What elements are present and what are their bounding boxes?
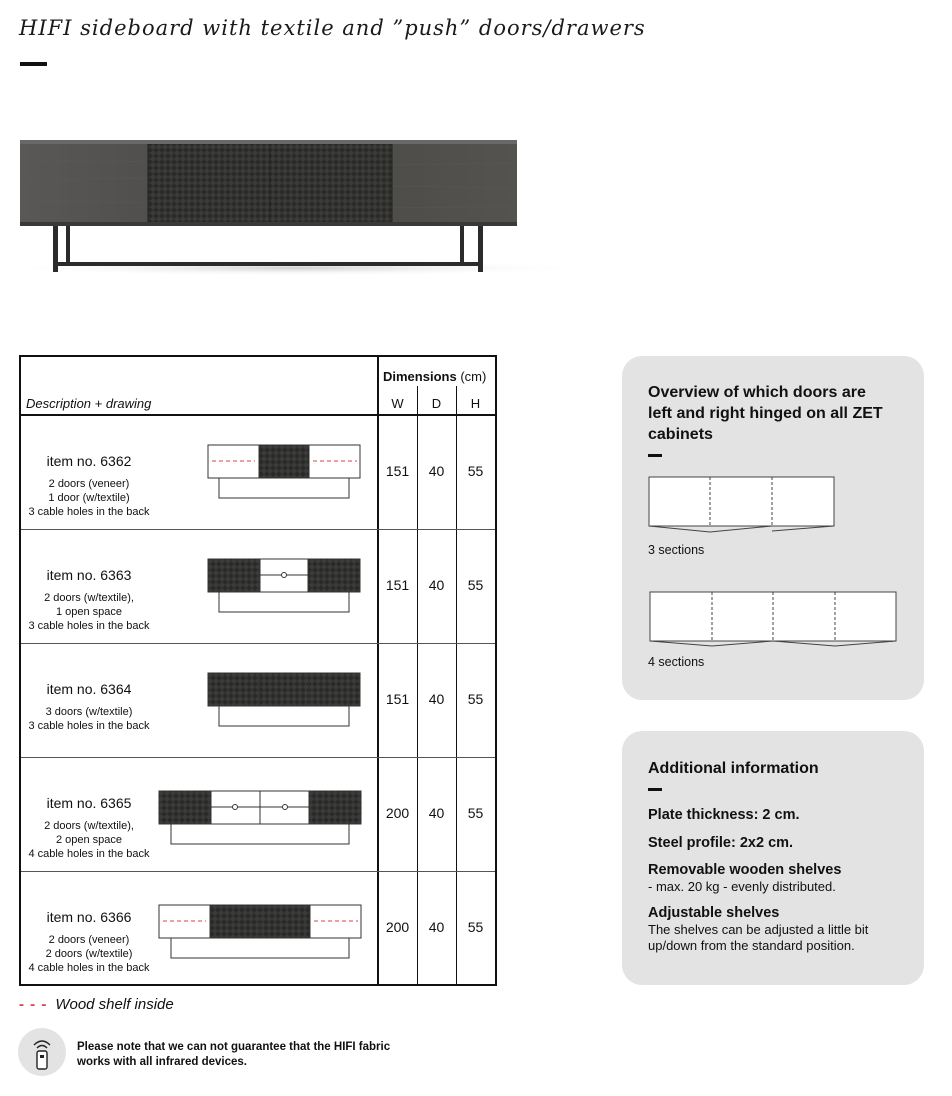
product-table bbox=[19, 355, 497, 986]
width-value: 151 bbox=[385, 577, 410, 593]
table-row bbox=[21, 644, 495, 758]
dimensions-header: Dimensions (cm) bbox=[383, 369, 487, 384]
height-value: 55 bbox=[467, 919, 484, 935]
width-value: 200 bbox=[385, 919, 410, 935]
page-title: HIFI sideboard with textile and ”push” doors/drawers bbox=[19, 16, 646, 40]
depth-column-header: D bbox=[431, 396, 442, 411]
item-description: 3 doors (w/textile) 3 cable holes in the back bbox=[28, 706, 150, 732]
width-value: 151 bbox=[385, 691, 410, 707]
item-6365-drawing bbox=[158, 790, 364, 848]
depth-value: 40 bbox=[428, 919, 445, 935]
hinge-panel-title: Overview of which doors are left and right hinged on all ZET cabinets bbox=[648, 384, 883, 443]
panel-divider bbox=[648, 788, 662, 791]
three-sections-drawing bbox=[648, 476, 838, 536]
item-number: item no. 6364 bbox=[46, 681, 132, 697]
legend-text: Wood shelf inside bbox=[55, 996, 174, 1013]
additional-info-panel bbox=[622, 731, 924, 985]
table-row bbox=[21, 872, 495, 986]
sideboard-product-image bbox=[0, 120, 600, 290]
item-number: item no. 6366 bbox=[46, 909, 132, 925]
hinge-overview-panel bbox=[622, 356, 924, 700]
height-value: 55 bbox=[467, 691, 484, 707]
plate-thickness: Plate thickness: 2 cm. bbox=[648, 807, 800, 823]
item-description: 2 doors (w/textile), 2 open space 4 cable holes in the back bbox=[28, 820, 150, 860]
description-header: Description + drawing bbox=[26, 396, 152, 411]
item-description: 2 doors (veneer) 2 doors (w/textile) 4 cable holes in the back bbox=[28, 934, 150, 974]
height-value: 55 bbox=[467, 463, 484, 479]
adjustable-shelves-text: The shelves can be adjusted a little bit up/down from the standard position. bbox=[648, 922, 869, 953]
three-sections-caption: 3 sections bbox=[648, 543, 705, 557]
table-row bbox=[21, 416, 495, 530]
item-description: 2 doors (w/textile), 1 open space 3 cable holes in the back bbox=[28, 592, 150, 632]
width-column-header: W bbox=[391, 396, 404, 411]
depth-value: 40 bbox=[428, 805, 445, 821]
four-sections-drawing bbox=[648, 591, 900, 651]
height-value: 55 bbox=[467, 577, 484, 593]
depth-value: 40 bbox=[428, 577, 445, 593]
item-6362-drawing bbox=[207, 444, 363, 500]
adjustable-shelves-title: Adjustable shelves bbox=[648, 905, 780, 921]
shelf-legend bbox=[19, 996, 174, 1013]
item-6363-drawing bbox=[207, 558, 363, 614]
removable-shelves-text: - max. 20 kg - evenly distributed. bbox=[648, 879, 836, 894]
depth-value: 40 bbox=[428, 691, 445, 707]
four-sections-caption: 4 sections bbox=[648, 655, 705, 669]
depth-value: 40 bbox=[428, 463, 445, 479]
item-6366-drawing bbox=[158, 904, 364, 962]
removable-shelves-title: Removable wooden shelves bbox=[648, 862, 842, 878]
width-value: 151 bbox=[385, 463, 410, 479]
title-divider bbox=[20, 62, 47, 66]
legend-dash-marker: - - - bbox=[19, 996, 48, 1013]
item-6364-drawing bbox=[207, 672, 363, 728]
item-number: item no. 6362 bbox=[46, 453, 132, 469]
infrared-note: Please note that we can not guarantee that the HIFI fabric works with all infrared devices. bbox=[77, 1041, 391, 1068]
info-panel-title: Additional information bbox=[648, 760, 819, 777]
item-description: 2 doors (veneer) 1 door (w/textile) 3 cable holes in the back bbox=[28, 478, 150, 518]
remote-control-icon bbox=[18, 1028, 66, 1076]
panel-divider bbox=[648, 454, 662, 457]
steel-profile: Steel profile: 2x2 cm. bbox=[648, 835, 794, 851]
height-column-header: H bbox=[470, 396, 481, 411]
table-row bbox=[21, 758, 495, 872]
width-value: 200 bbox=[385, 805, 410, 821]
table-row bbox=[21, 530, 495, 644]
height-value: 55 bbox=[467, 805, 484, 821]
item-number: item no. 6363 bbox=[46, 567, 132, 583]
item-number: item no. 6365 bbox=[46, 795, 132, 811]
